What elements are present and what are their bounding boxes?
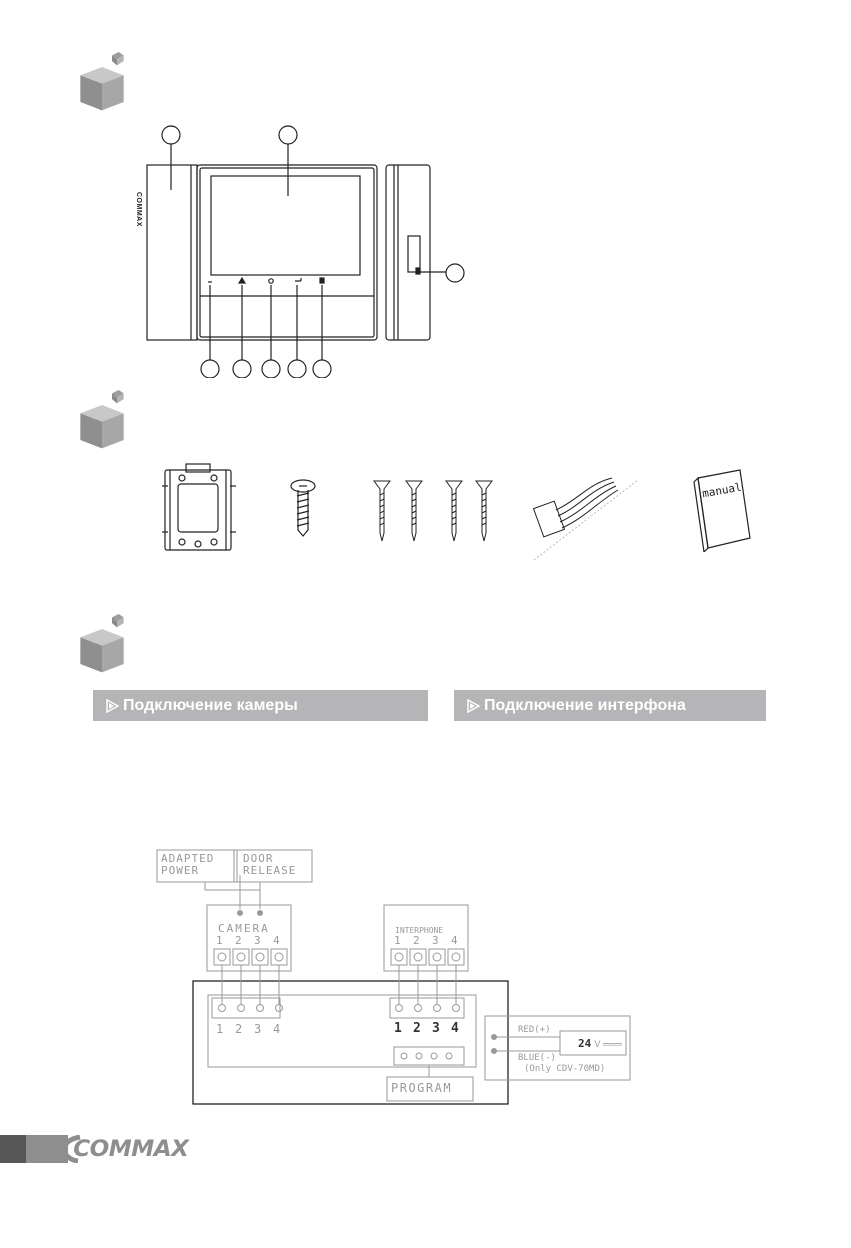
program-label: PROGRAM xyxy=(391,1081,453,1095)
red-wire-label: RED(+) xyxy=(518,1025,551,1035)
section-cube-icon xyxy=(72,390,132,450)
unit-camera-terminal-numbers xyxy=(216,1022,292,1036)
terminal-number: 2 xyxy=(235,1022,243,1036)
handset-brand-text: COMMAX xyxy=(135,192,142,227)
voltage-value: 24 xyxy=(578,1037,592,1050)
blue-wire-label: BLUE(-) xyxy=(518,1053,556,1063)
terminal-number: 3 xyxy=(254,1022,262,1036)
play-triangle-icon xyxy=(105,699,119,713)
terminal-number: 4 xyxy=(273,1022,281,1036)
door-release-label xyxy=(243,853,296,877)
terminal-number: 2 xyxy=(413,934,420,947)
interphone-connection-title: Подключение интерфона xyxy=(484,697,686,714)
terminal-number: 1 xyxy=(216,934,223,947)
wall-bracket-image xyxy=(160,462,238,554)
terminal-number: 1 xyxy=(216,1022,224,1036)
camera-terminal-numbers xyxy=(216,934,292,947)
terminal-number: 3 xyxy=(432,1021,440,1036)
camera-connection-header xyxy=(93,690,428,721)
voltage-unit: V ═══ xyxy=(594,1039,622,1049)
unit-interphone-terminal-numbers xyxy=(394,1021,470,1036)
mounting-screws-image xyxy=(372,477,496,543)
door-release-line2: RELEASE xyxy=(243,864,297,877)
terminal-number: 1 xyxy=(394,934,401,947)
interphone-label: INTERPHONE xyxy=(395,926,444,935)
terminal-number: 4 xyxy=(451,1021,459,1036)
adapted-power-label xyxy=(161,853,214,877)
terminal-number: 4 xyxy=(451,934,458,947)
door-release-line1: DOOR xyxy=(243,852,274,865)
terminal-number: 4 xyxy=(273,934,280,947)
only-model-note: (Only CDV-70MD) xyxy=(524,1064,606,1074)
terminal-number: 3 xyxy=(432,934,439,947)
adapted-power-line1: ADAPTED xyxy=(161,852,215,865)
bracket-screw-image xyxy=(288,478,318,538)
footer-logo: COMMAX xyxy=(73,1137,189,1162)
play-triangle-icon xyxy=(466,699,480,713)
camera-connection-title: Подключение камеры xyxy=(123,697,298,714)
section-cube-icon xyxy=(72,614,132,674)
terminal-number: 1 xyxy=(394,1021,402,1036)
camera-label: CAMERA xyxy=(218,922,270,935)
connector-cable-image xyxy=(528,470,648,568)
terminal-number: 3 xyxy=(254,934,261,947)
footer-bar-dark xyxy=(0,1135,26,1163)
terminal-number: 2 xyxy=(413,1021,421,1036)
adapted-power-line2: POWER xyxy=(161,864,200,877)
terminal-number: 2 xyxy=(235,934,242,947)
manual-label: manual xyxy=(701,480,743,501)
voltage-readout xyxy=(578,1037,622,1050)
interphone-connection-header xyxy=(454,690,766,721)
monitor-diagram xyxy=(140,118,470,378)
manual-booklet-image xyxy=(690,468,756,552)
section-cube-icon xyxy=(72,52,132,112)
interphone-terminal-numbers xyxy=(394,934,470,947)
